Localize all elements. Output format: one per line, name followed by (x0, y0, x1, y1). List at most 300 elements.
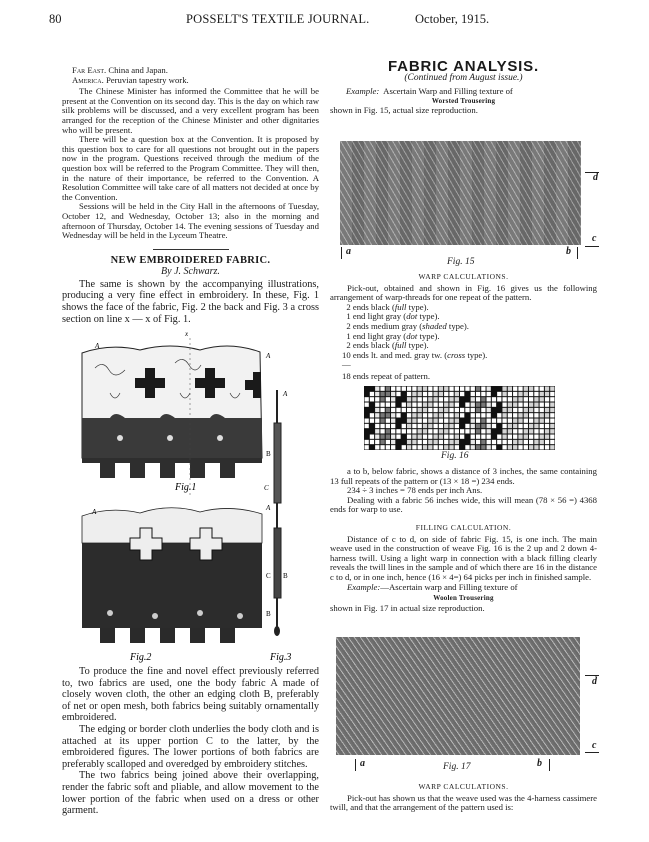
weave-cell (391, 440, 395, 444)
weave-cell (476, 429, 480, 433)
right-column-top (330, 58, 597, 116)
weave-cell (471, 397, 475, 401)
weave-cell (386, 435, 390, 439)
weave-cell (428, 440, 432, 444)
paragraph: To produce the fine and novel effect previously referred to, two fabrics are used, one the body fabric A made of closely woven cloth, the other an edging cloth B, preferably of net or open mesh, both fabrics being suitably ornamentally embroidered. (62, 666, 319, 724)
weave-cell (529, 397, 533, 401)
weave-cell (444, 440, 448, 444)
weave-cell (492, 413, 496, 417)
fabric-name: Woolen Trousering (433, 594, 494, 603)
weave-cell (365, 445, 369, 449)
weave-cell (508, 424, 512, 428)
weave-cell (550, 408, 554, 412)
weave-cell (487, 408, 491, 412)
weave-cell (423, 392, 427, 396)
weave-cell (481, 387, 485, 391)
weave-cell (375, 419, 379, 423)
weave-cell (476, 408, 480, 412)
weave-cell (471, 392, 475, 396)
fig1-drawing (82, 338, 262, 498)
weave-cell (402, 392, 406, 396)
weave-cell (380, 397, 384, 401)
weave-cell (476, 445, 480, 449)
embroidery-illustration (80, 330, 300, 668)
fig15-fabric-sample (340, 141, 581, 245)
weave-cell (396, 424, 400, 428)
weave-cell (513, 397, 517, 401)
weave-cell (418, 397, 422, 401)
weave-cell (524, 403, 528, 407)
weave-cell (439, 424, 443, 428)
weave-cell (433, 424, 437, 428)
weave-cell (529, 413, 533, 417)
weave-cell (375, 424, 379, 428)
weave-cell (391, 424, 395, 428)
weave-cell (550, 424, 554, 428)
weave-cell (365, 413, 369, 417)
weave-cell (513, 419, 517, 423)
weave-cell (439, 445, 443, 449)
weave-cell (518, 413, 522, 417)
weave-cell (439, 392, 443, 396)
weave-cell (460, 392, 464, 396)
end-count: 2 (346, 320, 351, 331)
weave-cell (534, 413, 538, 417)
fig15-caption: Fig. 15 (447, 257, 475, 267)
fabric-name: Worsted Trousering (431, 96, 496, 105)
weave-cell (380, 408, 384, 412)
weave-cell (433, 419, 437, 423)
weave-cell (396, 419, 400, 423)
weave-cell (534, 387, 538, 391)
weave-cell (487, 424, 491, 428)
weave-cell (407, 387, 411, 391)
weave-cell (492, 397, 496, 401)
weave-cell (375, 392, 379, 396)
weave-cell (402, 424, 406, 428)
weave-cell (460, 408, 464, 412)
weave-cell (375, 397, 379, 401)
paragraph: 234 ÷ 3 inches = 78 ends per inch Ans. (347, 485, 483, 496)
weave-cell (492, 392, 496, 396)
weave-cell (391, 408, 395, 412)
weave-cell (380, 435, 384, 439)
page-header (0, 12, 649, 28)
type-name: cross (447, 349, 466, 360)
weave-cell (449, 440, 453, 444)
fig17-label-b: b (537, 758, 542, 769)
weave-cell (534, 429, 538, 433)
weave-cell (439, 408, 443, 412)
list-total-rule: — (342, 359, 351, 370)
weave-cell (540, 419, 544, 423)
weave-cell (545, 419, 549, 423)
warp-list-item: 1 end light gray (dot type). (346, 311, 440, 322)
weave-cell (370, 397, 374, 401)
paragraph: Pick-out has shown us that the weave used was the 4-harness cassimere twill, and that the arrangement of the pattern used is: (330, 792, 597, 813)
weave-cell (545, 440, 549, 444)
weave-cell (497, 424, 501, 428)
weave-cell (407, 445, 411, 449)
weave-cell (428, 392, 432, 396)
weave-cell (471, 413, 475, 417)
weave-cell (380, 429, 384, 433)
weave-cell (540, 413, 544, 417)
weave-cell (471, 387, 475, 391)
fig2-mark-b: B (266, 610, 271, 618)
fig17-caption: Fig. 17 (443, 762, 471, 772)
end-count: 2 (346, 340, 351, 351)
weave-cell (370, 424, 374, 428)
weave-cell (433, 435, 437, 439)
weave-cell (423, 408, 427, 412)
weave-cell (502, 419, 506, 423)
warp-calculations-1 (330, 272, 597, 382)
weave-cell (375, 435, 379, 439)
type-name: full (394, 301, 407, 312)
weave-cell (375, 429, 379, 433)
weave-cell (402, 397, 406, 401)
weave-cell (423, 440, 427, 444)
weave-cell (529, 440, 533, 444)
weave-cell (444, 413, 448, 417)
weave-cell (439, 429, 443, 433)
fig2-mark-a2: A (266, 504, 271, 512)
weave-cell (513, 429, 517, 433)
weave-cell (518, 419, 522, 423)
region-label: Far East. (72, 65, 107, 75)
weave-cell (370, 408, 374, 412)
weave-cell (439, 419, 443, 423)
weave-cell (513, 424, 517, 428)
weave-cell (508, 419, 512, 423)
weave-cell (540, 397, 544, 401)
weave-cell (386, 397, 390, 401)
weave-cell (465, 397, 469, 401)
weave-cell (418, 408, 422, 412)
weave-cell (407, 413, 411, 417)
weave-cell (423, 445, 427, 449)
weave-cell (465, 440, 469, 444)
weave-cell (529, 408, 533, 412)
weave-cell (545, 429, 549, 433)
weave-cell (513, 413, 517, 417)
weave-cell (396, 387, 400, 391)
weave-cell (481, 403, 485, 407)
weave-cell (407, 397, 411, 401)
weave-cell (497, 429, 501, 433)
weave-cell (412, 387, 416, 391)
weave-cell (380, 419, 384, 423)
weave-cell (513, 440, 517, 444)
weave-cell (418, 387, 422, 391)
weave-cell (545, 435, 549, 439)
weave-cell (487, 435, 491, 439)
weave-cell (524, 419, 528, 423)
warp-list-item: 2 ends medium gray (shaded type). (346, 320, 469, 331)
warp-total: 18 ends repeat of pattern. (342, 370, 431, 381)
weave-cell (402, 419, 406, 423)
weave-cell (402, 435, 406, 439)
journal-title: POSSELT'S TEXTILE JOURNAL. (186, 12, 370, 26)
weave-cell (471, 408, 475, 412)
weave-cell (529, 403, 533, 407)
region-text: China and Japan. (108, 65, 168, 75)
weave-cell (455, 408, 459, 412)
weave-cell (423, 403, 427, 407)
weave-cell (550, 387, 554, 391)
weave-cell (391, 413, 395, 417)
weave-cell (508, 445, 512, 449)
fig1-mark-a2: A (266, 352, 271, 360)
weave-cell (497, 392, 501, 396)
weave-cell (449, 387, 453, 391)
paragraph: Sessions will be held in the City Hall in the afternoons of Tuesday, October 12, and Wednesday, October 13; also in the morning and afternoon of Thursday, October 14. The evening sessions of Tuesday and Wednesday will be held in the Lyceum Theatre. (62, 201, 319, 241)
weave-cell (540, 445, 544, 449)
weave-cell (386, 440, 390, 444)
left-column (62, 66, 319, 325)
weave-cell (423, 387, 427, 391)
weave-cell (529, 429, 533, 433)
weave-cell (487, 445, 491, 449)
fig3-mark-a: A (283, 390, 288, 398)
weave-cell (487, 387, 491, 391)
weave-cell (444, 387, 448, 391)
weave-cell (534, 424, 538, 428)
weave-cell (412, 403, 416, 407)
fig3-mark-b: B (283, 572, 288, 580)
weave-cell (502, 403, 506, 407)
weave-cell (391, 419, 395, 423)
weave-cell (433, 445, 437, 449)
example-after: shown in Fig. 15, actual size reproduction. (330, 105, 478, 116)
weave-cell (370, 429, 374, 433)
weave-cell (540, 387, 544, 391)
weave-cell (396, 429, 400, 433)
warp-calculations-2 (330, 782, 597, 813)
weave-cell (476, 387, 480, 391)
weave-cell (550, 429, 554, 433)
fig1-mark-a: A (95, 342, 100, 350)
weave-cell (492, 387, 496, 391)
weave-cell (386, 403, 390, 407)
weave-cell (476, 392, 480, 396)
paragraph: The two fabrics being joined above their overlapping, render the fabric soft and pliable, and allow movement to the lower portion of the fabric when used on a dress or other garment. (62, 770, 319, 817)
fig2-mark-a: A (92, 508, 97, 516)
weave-cell (444, 392, 448, 396)
weave-cell (433, 387, 437, 391)
weave-cell (380, 440, 384, 444)
fig15-tick-a (341, 247, 342, 259)
weave-cell (518, 424, 522, 428)
weave-cell (534, 445, 538, 449)
end-count: 10 (342, 349, 351, 360)
weave-cell (471, 424, 475, 428)
weave-cell (471, 403, 475, 407)
weave-cell (524, 397, 528, 401)
weave-cell (423, 424, 427, 428)
weave-cell (513, 435, 517, 439)
weave-cell (502, 445, 506, 449)
weave-cell (375, 413, 379, 417)
weave-cell (545, 408, 549, 412)
weave-cell (476, 413, 480, 417)
weave-cell (545, 413, 549, 417)
fig17-label-c: c (592, 740, 597, 751)
list-item (62, 76, 319, 86)
weave-cell (534, 392, 538, 396)
weave-cell (465, 445, 469, 449)
weave-cell (418, 435, 422, 439)
weave-cell (386, 392, 390, 396)
weave-cell (481, 445, 485, 449)
weave-cell (396, 445, 400, 449)
weave-cell (423, 435, 427, 439)
fig17-label-a: a (360, 758, 365, 769)
fig15-tick-b (577, 247, 578, 259)
weave-cell (497, 408, 501, 412)
weave-cell (391, 445, 395, 449)
weave-cell (449, 424, 453, 428)
weave-cell (529, 445, 533, 449)
weave-cell (402, 408, 406, 412)
weave-cell (449, 397, 453, 401)
weave-cell (407, 424, 411, 428)
fig16-caption: Fig. 16 (441, 451, 469, 461)
weave-cell (380, 445, 384, 449)
weave-cell (370, 419, 374, 423)
fig3-mark-c: C (264, 484, 269, 492)
weave-cell (481, 440, 485, 444)
weave-cell (502, 424, 506, 428)
page-number: 80 (49, 12, 62, 26)
weave-cell (444, 435, 448, 439)
weave-cell (407, 419, 411, 423)
weave-cell (550, 419, 554, 423)
weave-cell (402, 387, 406, 391)
weave-cell (534, 419, 538, 423)
end-description: ends medium gray (352, 320, 418, 331)
weave-cell (439, 435, 443, 439)
weave-cell (465, 435, 469, 439)
weave-cell (407, 403, 411, 407)
fig17-label-d: d (592, 676, 597, 687)
weave-cell (502, 397, 506, 401)
weave-cell (550, 392, 554, 396)
type-suffix: type). (408, 340, 429, 351)
weave-cell (513, 408, 517, 412)
type-name: full (394, 340, 407, 351)
weave-cell (540, 392, 544, 396)
weave-cell (418, 445, 422, 449)
fig1-caption: Fig.1 (175, 482, 197, 493)
weave-cell (524, 408, 528, 412)
weave-cell (386, 408, 390, 412)
weave-cell (370, 445, 374, 449)
weave-cell (444, 445, 448, 449)
weave-cell (444, 429, 448, 433)
weave-cell (396, 413, 400, 417)
end-description: ends black (352, 301, 390, 312)
weave-cell (449, 445, 453, 449)
weave-cell (476, 440, 480, 444)
end-description: end light gray (352, 330, 402, 341)
weave-cell (513, 387, 517, 391)
left-column-body (62, 666, 319, 817)
weave-cell (518, 435, 522, 439)
weave-cell (460, 435, 464, 439)
weave-cell (502, 429, 506, 433)
weave-cell (460, 445, 464, 449)
weave-cell (412, 435, 416, 439)
example-after: shown in Fig. 17 in actual size reproduction. (330, 602, 485, 613)
weave-cell (412, 440, 416, 444)
weave-cell (481, 424, 485, 428)
paragraph: The Chinese Minister has informed the Committee that he will be present at the Convention on its second day. This is the day on which raw silk problems will be discussed, and a very excellent program has been arranged for the reception of the Chinese Minister and other dignitaries who will be present. (62, 86, 319, 135)
weave-cell (391, 403, 395, 407)
type-name: dot (406, 311, 418, 322)
fig1-mark-x: x (185, 330, 189, 338)
weave-cell (487, 403, 491, 407)
weave-cell (444, 424, 448, 428)
weave-cell (455, 392, 459, 396)
weave-cell (433, 408, 437, 412)
weave-cell (524, 429, 528, 433)
weave-cell (465, 413, 469, 417)
weave-cell (545, 392, 549, 396)
weave-cell (518, 408, 522, 412)
weave-cell (439, 387, 443, 391)
weave-cell (518, 403, 522, 407)
weave-cell (412, 413, 416, 417)
region-label: America. (72, 74, 104, 85)
weave-cell (396, 392, 400, 396)
weave-cell (449, 435, 453, 439)
weave-cell (391, 392, 395, 396)
weave-cell (455, 413, 459, 417)
weave-cell (396, 408, 400, 412)
weave-cell (370, 435, 374, 439)
fig2-mark-c: C (266, 572, 271, 580)
end-count: 1 (346, 330, 351, 341)
weave-cell (412, 424, 416, 428)
fig3-caption: Fig.3 (270, 652, 292, 663)
type-suffix: type). (419, 330, 440, 341)
fig15-label-d: d (593, 172, 598, 183)
type-suffix: type). (408, 301, 429, 312)
weave-cell (540, 403, 544, 407)
warp-list-item: 2 ends black (full type). (346, 340, 429, 351)
paragraph: The edging or border cloth underlies the body cloth and is attached at its upper portion C to the latter, by the embroidered figures. The lower portions of both fabrics are preferably scalloped and overedged by embroidery stitches. (62, 723, 319, 770)
weave-cell (540, 429, 544, 433)
weave-cell (476, 435, 480, 439)
weave-cell (550, 413, 554, 417)
weave-cell (418, 424, 422, 428)
weave-cell (460, 413, 464, 417)
example-text: —Ascertain warp and Filling texture of (380, 581, 518, 592)
fig17-bar-c (585, 752, 599, 753)
weave-cell (449, 392, 453, 396)
weave-cell (550, 435, 554, 439)
weave-cell (508, 403, 512, 407)
weave-cell (545, 387, 549, 391)
weave-cell (534, 397, 538, 401)
weave-cell (428, 403, 432, 407)
weave-cell (471, 435, 475, 439)
weave-cell (412, 419, 416, 423)
paragraph: There will be a question box at the Convention. It is proposed by this question box to care for all questions not brought out in the papers now in the program. Questions received through the medium of the question box will be referred to the Program Committee. They will then, in the nature of their importance, be referred to the Convention. A Resolution Committee will take care of all matters not decided at once by the Convention. (62, 134, 319, 202)
weave-cell (380, 392, 384, 396)
